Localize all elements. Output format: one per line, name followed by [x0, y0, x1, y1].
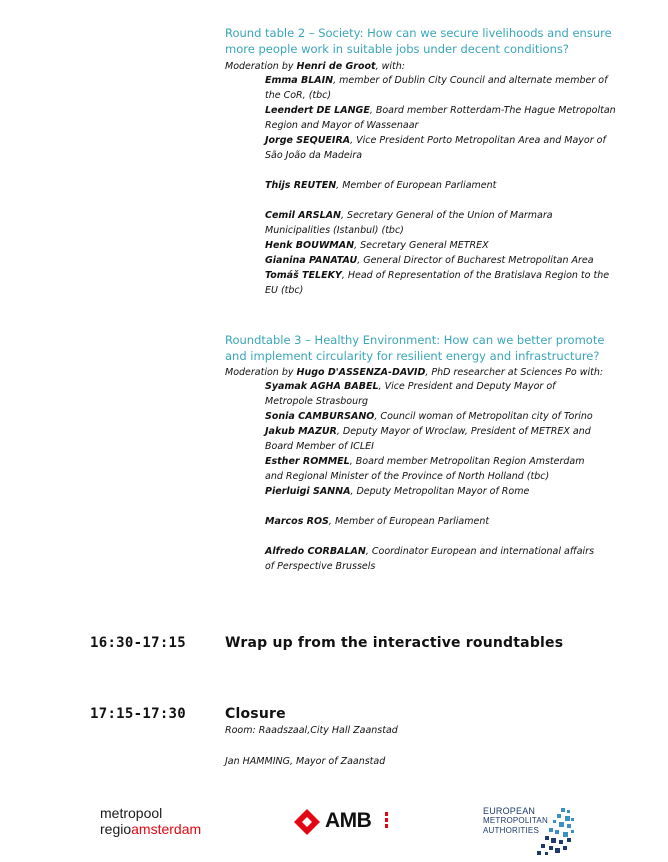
speaker-name: Jorge SEQUEIRA [265, 135, 351, 146]
speaker-name: Henk BOUWMAN [265, 240, 355, 251]
speaker-name: Gianina PANATAU [265, 255, 358, 266]
speaker-name: Leendert DE LANGE [265, 105, 370, 116]
speaker [265, 73, 620, 103]
speaker [265, 238, 620, 253]
moderator-name: Hugo D'ASSENZA-DAVID [296, 367, 426, 378]
roundtable-3-moderation [225, 366, 645, 379]
closure-room: Room: Raadszaal,City Hall Zaanstad [225, 725, 398, 736]
closure-speaker: Jan HAMMING, Mayor of Zaanstad [225, 756, 386, 767]
speaker-name: Alfredo CORBALAN [265, 546, 366, 557]
roundtable-2-speakers [265, 73, 620, 298]
speaker [265, 208, 620, 238]
speaker-role: , Council woman of Metropolitan city of Torino [374, 411, 593, 422]
ema-line: EUROPEAN [483, 806, 536, 816]
speaker [265, 409, 605, 424]
wrapup-title: Wrap up from the interactive roundtables [225, 635, 564, 651]
speaker-name: Syamak AGHA BABEL [265, 381, 379, 392]
speaker-role: , member of Dublin City Council and alternate member of the CoR, (tbc) [265, 75, 608, 101]
roundtable-3-speakers [265, 379, 605, 574]
speaker-name: Pierluigi SANNA [265, 486, 351, 497]
moderation-prefix: Moderation by [225, 61, 297, 72]
speaker-role: , General Director of Bucharest Metropolitan Area [357, 255, 594, 266]
speaker [265, 514, 605, 529]
speaker [265, 379, 605, 409]
ema-pixel-pattern-icon [537, 806, 577, 856]
speaker-role: , Member of European Parliament [336, 180, 497, 191]
speaker-role: , Board member Rotterdam-The Hague Metropoltan Region and Mayor of Wassenaar [265, 105, 616, 131]
speaker-name: Sonia CAMBURSANO [265, 411, 375, 422]
speaker-role: , Deputy Metropolitan Mayor of Rome [350, 486, 530, 497]
closure-time: 17:15-17:30 [90, 706, 187, 722]
speaker [265, 544, 605, 574]
wrapup-time: 16:30-17:15 [90, 635, 187, 651]
speaker-name: Thijs REUTEN [265, 180, 337, 191]
logo-part: regio [100, 821, 132, 837]
roundtable-2-title: Round table 2 – Society: How can we secure livelihoods and ensure more people work in suitable jobs under decent conditions? [225, 26, 612, 56]
speaker-name: Jakub MAZUR [265, 426, 337, 437]
speaker-role: , Board member Metropolitan Region Amsterdam and Regional Minister of the Province of North Holland (tbc) [265, 456, 585, 482]
speaker [265, 103, 620, 133]
speaker [265, 484, 605, 499]
speaker [265, 268, 620, 298]
amb-text: AMB [325, 809, 372, 832]
speaker-role: , Deputy Mayor of Wroclaw, President of METREX and Board Member of ICLEI [265, 426, 591, 452]
logo-part-red: amsterdam [131, 821, 202, 837]
speaker-name: Esther ROMMEL [265, 456, 350, 467]
speaker-role: , Vice President Porto Metropolitan Area and Mayor of São João da Madeira [265, 135, 606, 161]
speaker-role: , Vice President and Deputy Mayor of Metropole Strasbourg [265, 381, 556, 407]
ema-line: AUTHORITIES [483, 826, 539, 835]
speaker-role: , Coordinator European and international affairs of Perspective Brussels [265, 546, 595, 572]
logo-line [100, 821, 201, 837]
ema-logo [483, 806, 578, 856]
speaker-role: , Secretary General METREX [354, 240, 489, 251]
roundtable-2-moderation [225, 60, 645, 73]
speaker [265, 454, 605, 484]
logo-line: metropool [100, 805, 163, 821]
speaker-name: Cemil ARSLAN [265, 210, 341, 221]
moderation-prefix: Moderation by [225, 367, 297, 378]
speaker [265, 424, 605, 454]
speaker-role: , Member of European Parliament [328, 516, 490, 527]
closure-title: Closure [225, 706, 286, 722]
amb-diamond-icon [292, 807, 322, 835]
speaker-name: Emma BLAIN [265, 75, 334, 86]
moderation-suffix: , PhD researcher at Sciences Po with: [425, 367, 604, 378]
speaker [265, 178, 620, 193]
speaker [265, 253, 620, 268]
speaker-name: Tomáš TELEKY [265, 270, 342, 281]
moderator-name: Henri de Groot [296, 61, 376, 72]
moderation-suffix: , with: [375, 61, 405, 72]
ema-line: METROPOLITAN [483, 816, 548, 825]
speaker-name: Marcos ROS [265, 516, 329, 527]
amb-dots-icon [385, 812, 388, 830]
speaker [265, 133, 620, 163]
speaker-role: , Head of Representation of the Bratislava Region to the EU (tbc) [265, 270, 610, 296]
speaker-role: , Secretary General of the Union of Marmara Municipalities (Istanbul) (tbc) [265, 210, 553, 236]
roundtable-3-title: Roundtable 3 – Healthy Environment: How can we better promote and implement circularity for resilient energy and infrastructure? [225, 333, 605, 363]
metropool-regio-amsterdam-logo [100, 805, 201, 837]
